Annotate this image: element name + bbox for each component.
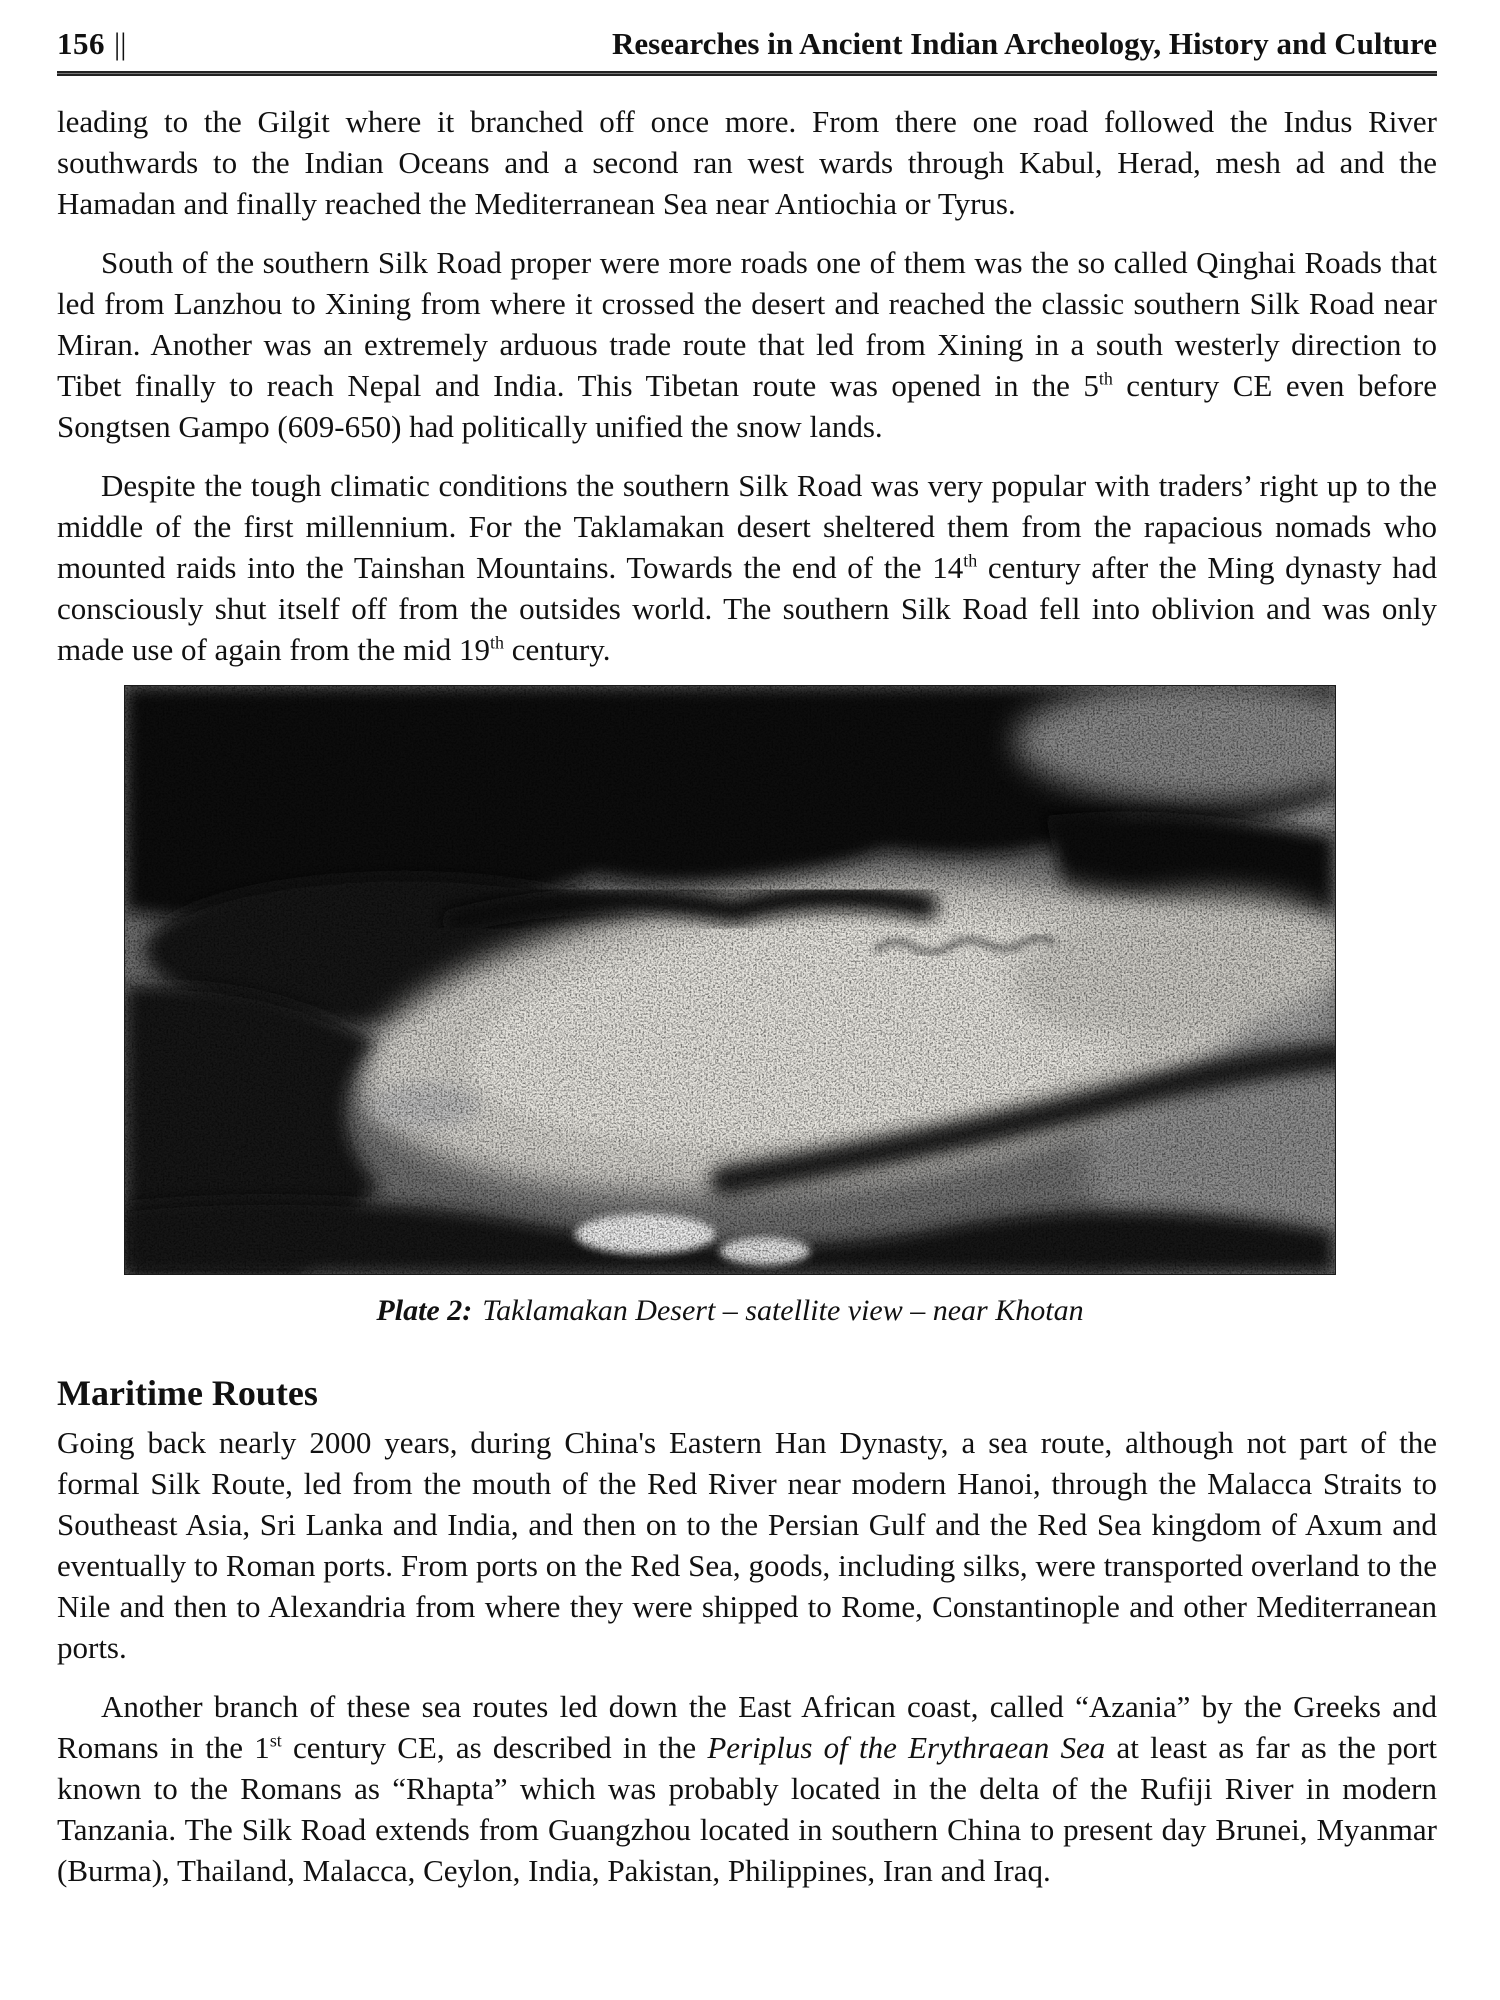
- paragraph: Going back nearly 2000 years, during China's Eastern Han Dynasty, a sea route, although not part of the formal Silk Route, led from the mouth of the Red River near modern Hanoi, through the Malacca Straits to Southeast Asia, Sri Lanka and India, and then on to the Persian Gulf and the Red Sea kingdom of Axum and eventually to Roman ports. From ports on the Red Sea, goods, including silks, were transported overland to the Nile and then to Alexandria from where they were shipped to Rome, Constantinople and other Mediterranean ports.: [57, 1425, 1437, 1665]
- figure-caption-text: Taklamakan Desert – satellite view – near Khotan: [482, 1294, 1084, 1327]
- figure-caption: [125, 1294, 1335, 1328]
- paragraph: leading to the Gilgit where it branched off once more. From there one road followed the Indus River southwards to the Indian Oceans and a second ran west wards through Kabul, Herad, mesh ad and the Hamadan and finally reached the Mediterranean Sea near Antiochia or Tyrus.: [57, 104, 1437, 221]
- header-rule: [57, 71, 1437, 76]
- section-heading: Maritime Routes: [57, 1373, 318, 1413]
- photo-grain-light: [125, 686, 1335, 1274]
- paragraph: Despite the tough climatic conditions the southern Silk Road was very popular with traders’ right up to the middle of the first millennium. For the Taklamakan desert sheltered them from the rapacious nomads who mounted raids into the Tainshan Mountains. Towards the end of the 14th century after the Ming dynasty had consciously shut itself off from the outsides world. The southern Silk Road fell into oblivion and was only made use of again from the mid 19th century.: [57, 468, 1437, 667]
- page-number-mark: ||: [114, 26, 127, 61]
- satellite-photo: [125, 686, 1335, 1274]
- page-number-block: [57, 26, 126, 62]
- body-paragraphs-top: [57, 101, 1437, 670]
- body-paragraphs-bottom: [57, 1422, 1437, 1891]
- paragraph: South of the southern Silk Road proper were more roads one of them was the so called Qinghai Roads that led from Lanzhou to Xining from where it crossed the desert and reached the classic southern Silk Road near Miran. Another was an extremely arduous trade route that led from Xining in a south westerly direction to Tibet finally to reach Nepal and India. This Tibetan route was opened in the 5th century CE even before Songtsen Gampo (609-650) had politically unified the snow lands.: [57, 245, 1437, 444]
- page-number: 156: [57, 26, 105, 61]
- figure-caption-label: Plate 2:: [376, 1294, 473, 1327]
- satellite-figure: [125, 686, 1335, 1328]
- paragraph: Another branch of these sea routes led down the East African coast, called “Azania” by the Greeks and Romans in the 1st century CE, as described in the Periplus of the Erythraean Sea at least as far as the port known to the Romans as “Rhapta” which was probably located in the delta of the Rufiji River in modern Tanzania. The Silk Road extends from Guangzhou located in southern China to present day Brunei, Myanmar (Burma), Thailand, Malacca, Ceylon, India, Pakistan, Philippines, Iran and Iraq.: [57, 1689, 1437, 1888]
- running-title: Researches in Ancient Indian Archeology, History and Culture: [611, 26, 1437, 61]
- page-header: [57, 26, 1437, 62]
